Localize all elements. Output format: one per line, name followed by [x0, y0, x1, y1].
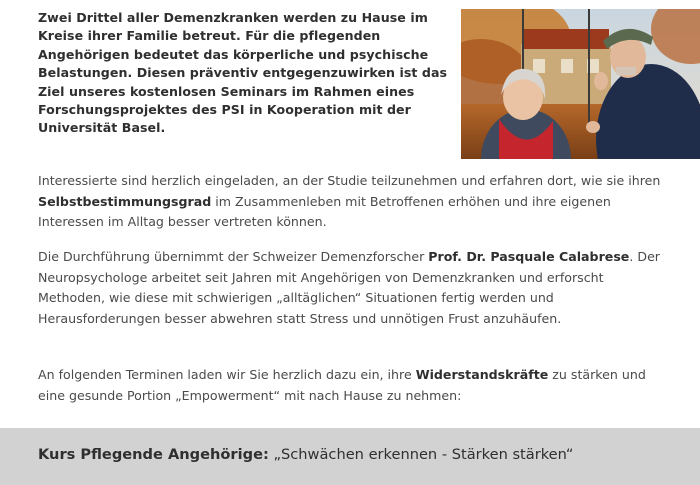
emphasis-selbstbestimmungsgrad: Selbstbestimmungsgrad	[38, 193, 212, 209]
paragraph-instructor: Die Durchführung übernimmt der Schweizer Demenzforscher Prof. Dr. Pasquale Calabrese. Der Neuropsychologe arbeitet seit Jahren mit Angehörigen von Demenzkranken und erforscht Methoden, wie diese mit schwierigen „alltäglichen“ Situationen fertig werden und Herausforderungen besser abwehren statt Stress und unnötigen Frust anzuhäufen.	[38, 249, 660, 326]
paragraph-dates-invitation: An folgenden Terminen laden wir Sie herzlich dazu ein, ihre Widerstandskräfte zu stärken und eine gesunde Portion „Empowerment“ mit nach Hause zu nehmen:	[38, 367, 646, 403]
intro-paragraph: Zwei Drittel aller Demenzkranken werden zu Hause im Kreise ihrer Familie betreut. Für die pflegenden Angehörigen bedeutet das körperliche und psychische Belastungen. Diesen präventiv entgegenzuwirken ist das Ziel unseres kostenlosen Seminars im Rahmen eines Forschungsprojektes des PSI in Kooperation mit der Universität Basel.	[38, 10, 448, 136]
course-label: Kurs Pflegende Angehörige:	[38, 446, 269, 463]
course-name: „Schwächen erkennen - Stärken stärken“	[268, 446, 574, 463]
course-title-bar	[0, 428, 700, 485]
elderly-couple-photo	[461, 9, 700, 159]
paragraph-invitation: Interessierte sind herzlich eingeladen, an der Studie teilzunehmen und erfahren dort, wie sie ihren Selbstbestimmungsgrad im Zusammenleben mit Betroffenen erhöhen und ihre eigenen Interessen im Alltag besser vertreten können.	[38, 173, 661, 230]
course-title	[38, 445, 573, 465]
emphasis-widerstandskraefte: Widerstandskräfte	[415, 367, 549, 382]
instructor-name: Prof. Dr. Pasquale Calabrese	[428, 249, 630, 264]
